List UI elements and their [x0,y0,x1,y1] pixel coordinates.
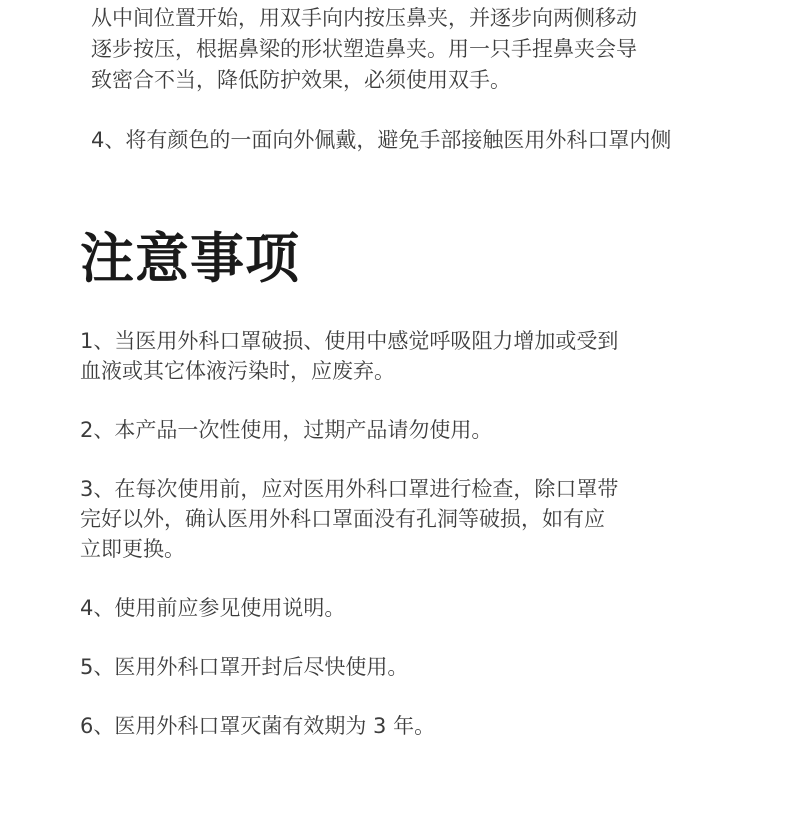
text-line: 2、本产品一次性使用，过期产品请勿使用。 [80,418,493,442]
text-line: 5、医用外科口罩开封后尽快使用。 [80,655,409,679]
precaution-item-6 [80,711,720,741]
text-line: 4、使用前应参见使用说明。 [80,596,346,620]
text-line: 从中间位置开始，用双手向内按压鼻夹，并逐步向两侧移动 [91,6,637,30]
nose-clip-paragraph [91,3,781,96]
text-line: 6、医用外科口罩灭菌有效期为 3 年。 [80,714,436,738]
text-line: 血液或其它体液污染时，应废弃。 [80,359,395,383]
text-line: 逐步按压，根据鼻梁的形状塑造鼻夹。用一只手捏鼻夹会导 [91,37,637,61]
precaution-item-4 [80,593,720,623]
text-line: 致密合不当，降低防护效果，必须使用双手。 [91,68,511,92]
usage-instructions-continued [91,3,781,156]
precaution-item-3 [80,474,720,564]
precaution-item-5 [80,652,720,682]
text-line: 3、在每次使用前，应对医用外科口罩进行检查，除口罩带 [80,477,619,501]
precaution-item-2 [80,415,720,445]
section-title: 注意事项 [80,227,300,290]
text-line: 1、当医用外科口罩破损、使用中感觉呼吸阻力增加或受到 [80,329,619,353]
text-line: 完好以外，确认医用外科口罩面没有孔洞等破损，如有应 [80,507,605,531]
precaution-item-1 [80,326,720,386]
text-line: 立即更换。 [80,537,185,561]
precautions-list [80,326,720,770]
usage-step-4: 4、将有颜色的一面向外佩戴，避免手部接触医用外科口罩内侧 [91,128,672,152]
